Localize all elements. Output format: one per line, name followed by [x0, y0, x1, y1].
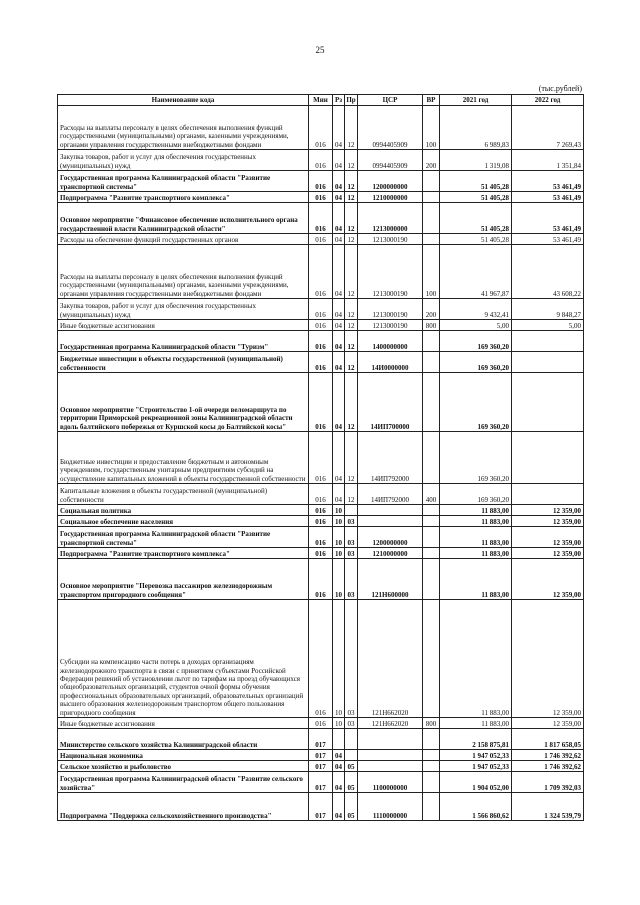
cell-csr: 121Н662020: [358, 600, 423, 718]
cell-name: Социальное обеспечение населения: [58, 516, 309, 527]
cell-rz: 10: [333, 600, 345, 718]
cell-vr: [423, 729, 440, 750]
table-row: [58, 150, 584, 171]
cell-2021: 9 432,41: [440, 299, 512, 320]
cell-2021: 1 566 860,62: [440, 793, 512, 821]
cell-2021: 11 883,00: [440, 505, 512, 516]
cell-name: Сельское хозяйство и рыболовство: [58, 761, 309, 772]
table-row: [58, 106, 584, 150]
cell-rz: 04: [333, 234, 345, 245]
table-row: [58, 505, 584, 516]
cell-csr: 0994405909: [358, 106, 423, 150]
cell-2022: 43 608,22: [512, 245, 584, 299]
cell-vr: [423, 750, 440, 761]
cell-pr: 12: [345, 299, 358, 320]
table-row: [58, 718, 584, 729]
cell-2021: 51 405,28: [440, 192, 512, 203]
cell-name: Иные бюджетные ассигнования: [58, 718, 309, 729]
cell-name: Расходы на обеспечение функций государственных органов: [58, 234, 309, 245]
table-row: [58, 245, 584, 299]
cell-2021: 51 405,28: [440, 171, 512, 192]
cell-min: 016: [309, 484, 333, 505]
cell-vr: 800: [423, 718, 440, 729]
cell-2021: 1 319,08: [440, 150, 512, 171]
page-number: 25: [315, 45, 325, 55]
cell-vr: [423, 516, 440, 527]
cell-vr: [423, 331, 440, 352]
table-row: [58, 299, 584, 320]
cell-name: Бюджетные инвестиции и предоставление бюджетным и автономным учреждениям, государственным унитарным предприятиям субсидий на осуществление капитальных вложений в объекты государственной собственности: [58, 432, 309, 484]
cell-vr: [423, 234, 440, 245]
table-row: [58, 331, 584, 352]
cell-pr: [345, 729, 358, 750]
budget-table: [57, 94, 584, 821]
cell-csr: 1400000000: [358, 331, 423, 352]
table-row: [58, 750, 584, 761]
cell-rz: 04: [333, 150, 345, 171]
cell-vr: [423, 192, 440, 203]
cell-2021: 6 989,83: [440, 106, 512, 150]
cell-name: Государственная программа Калининградской области "Развитие транспортной системы": [58, 171, 309, 192]
cell-name: Иные бюджетные ассигнования: [58, 320, 309, 331]
cell-2022: 12 359,00: [512, 718, 584, 729]
cell-2022: 1 709 392,03: [512, 772, 584, 793]
cell-min: 016: [309, 171, 333, 192]
cell-min: 016: [309, 516, 333, 527]
cell-pr: 12: [345, 484, 358, 505]
cell-name: Государственная программа Калининградской области "Развитие сельского хозяйства": [58, 772, 309, 793]
cell-vr: 400: [423, 484, 440, 505]
cell-vr: [423, 793, 440, 821]
cell-csr: 0994405909: [358, 150, 423, 171]
cell-2021: 11 883,00: [440, 548, 512, 559]
cell-min: 016: [309, 320, 333, 331]
cell-vr: [423, 171, 440, 192]
cell-vr: [423, 559, 440, 600]
cell-2022: 53 461,49: [512, 234, 584, 245]
cell-min: 016: [309, 352, 333, 373]
cell-rz: 10: [333, 516, 345, 527]
cell-2021: 11 883,00: [440, 600, 512, 718]
table-row: [58, 761, 584, 772]
table-row: [58, 548, 584, 559]
cell-pr: 12: [345, 245, 358, 299]
cell-csr: 14ИП792000: [358, 484, 423, 505]
cell-csr: 1213000190: [358, 299, 423, 320]
cell-min: 016: [309, 373, 333, 432]
table-row: [58, 171, 584, 192]
cell-rz: 04: [333, 793, 345, 821]
cell-2022: [512, 352, 584, 373]
cell-csr: [358, 505, 423, 516]
cell-2022: 12 359,00: [512, 548, 584, 559]
table-row: [58, 192, 584, 203]
header-min: Мин: [309, 95, 333, 106]
cell-min: 016: [309, 192, 333, 203]
header-2021: 2021 год: [440, 95, 512, 106]
cell-min: 016: [309, 234, 333, 245]
cell-2021: 169 360,20: [440, 373, 512, 432]
cell-csr: [358, 516, 423, 527]
cell-rz: 04: [333, 750, 345, 761]
cell-rz: 10: [333, 505, 345, 516]
cell-2021: 169 360,20: [440, 432, 512, 484]
header-csr: ЦСР: [358, 95, 423, 106]
cell-vr: [423, 432, 440, 484]
cell-rz: 04: [333, 484, 345, 505]
cell-name: Национальная экономика: [58, 750, 309, 761]
cell-2021: 11 883,00: [440, 516, 512, 527]
cell-csr: 1213000000: [358, 203, 423, 234]
cell-pr: 12: [345, 331, 358, 352]
cell-csr: [358, 761, 423, 772]
header-vr: ВР: [423, 95, 440, 106]
cell-2021: 11 883,00: [440, 559, 512, 600]
cell-vr: [423, 761, 440, 772]
cell-2022: [512, 373, 584, 432]
cell-2021: 11 883,00: [440, 527, 512, 548]
cell-pr: 12: [345, 373, 358, 432]
cell-vr: 200: [423, 150, 440, 171]
cell-2021: 1 947 052,33: [440, 761, 512, 772]
cell-vr: 200: [423, 299, 440, 320]
cell-2021: 51 405,28: [440, 203, 512, 234]
cell-pr: 03: [345, 718, 358, 729]
cell-2021: 5,00: [440, 320, 512, 331]
cell-pr: 03: [345, 548, 358, 559]
cell-rz: 04: [333, 320, 345, 331]
cell-2021: 11 883,00: [440, 718, 512, 729]
cell-name: Государственная программа Калининградской области "Туризм": [58, 331, 309, 352]
cell-csr: 14И0000000: [358, 352, 423, 373]
cell-name: Расходы на выплаты персоналу в целях обеспечения выполнения функций государственными (муниципальными) органами, казенными учреждениями, органами управления государственными внебюджетными фондами: [58, 245, 309, 299]
cell-csr: 1213000190: [358, 245, 423, 299]
cell-rz: 04: [333, 106, 345, 150]
table-row: [58, 516, 584, 527]
cell-2021: 1 947 052,33: [440, 750, 512, 761]
table-row: [58, 793, 584, 821]
cell-pr: 12: [345, 192, 358, 203]
cell-min: 016: [309, 559, 333, 600]
cell-pr: 12: [345, 234, 358, 245]
cell-vr: 100: [423, 245, 440, 299]
cell-name: Подпрограмма "Развитие транспортного комплекса": [58, 192, 309, 203]
cell-2022: 12 359,00: [512, 559, 584, 600]
cell-name: Подпрограмма "Развитие транспортного комплекса": [58, 548, 309, 559]
table-body: [58, 106, 584, 821]
cell-rz: 10: [333, 548, 345, 559]
cell-pr: 03: [345, 527, 358, 548]
cell-rz: 10: [333, 527, 345, 548]
cell-name: Закупка товаров, работ и услуг для обеспечения государственных (муниципальных) нужд: [58, 150, 309, 171]
cell-2021: 169 360,20: [440, 331, 512, 352]
cell-rz: 10: [333, 559, 345, 600]
header-rz: Рз: [333, 95, 345, 106]
cell-2022: 53 461,49: [512, 203, 584, 234]
table-row: [58, 484, 584, 505]
cell-min: 016: [309, 203, 333, 234]
cell-min: 016: [309, 505, 333, 516]
cell-rz: 04: [333, 432, 345, 484]
cell-name: Подпрограмма "Поддержка сельскохозяйственного производства": [58, 793, 309, 821]
cell-vr: [423, 600, 440, 718]
cell-csr: [358, 750, 423, 761]
cell-name: Расходы на выплаты персоналу в целях обеспечения выполнения функций государственными (муниципальными) органами, казенными учреждениями, органами управления государственными внебюджетными фондами: [58, 106, 309, 150]
cell-pr: 12: [345, 106, 358, 150]
cell-rz: [333, 729, 345, 750]
table-row: [58, 600, 584, 718]
cell-csr: 1200000000: [358, 527, 423, 548]
table-row: [58, 432, 584, 484]
cell-rz: 04: [333, 171, 345, 192]
cell-name: Закупка товаров, работ и услуг для обеспечения государственных (муниципальных) нужд: [58, 299, 309, 320]
cell-2021: 2 158 875,81: [440, 729, 512, 750]
cell-vr: 800: [423, 320, 440, 331]
cell-pr: 03: [345, 559, 358, 600]
cell-pr: 03: [345, 600, 358, 718]
cell-2022: [512, 432, 584, 484]
cell-min: 016: [309, 548, 333, 559]
table-header-row: [58, 95, 584, 106]
cell-min: 017: [309, 750, 333, 761]
cell-rz: 04: [333, 373, 345, 432]
cell-2022: 12 359,00: [512, 516, 584, 527]
cell-2022: 1 746 392,62: [512, 750, 584, 761]
cell-2022: [512, 484, 584, 505]
table-row: [58, 203, 584, 234]
table-row: [58, 527, 584, 548]
cell-2022: 1 746 392,62: [512, 761, 584, 772]
cell-csr: 121Н600000: [358, 559, 423, 600]
cell-min: 016: [309, 527, 333, 548]
cell-pr: 05: [345, 772, 358, 793]
cell-rz: 04: [333, 772, 345, 793]
cell-pr: [345, 750, 358, 761]
cell-vr: [423, 548, 440, 559]
cell-csr: 1210000000: [358, 192, 423, 203]
cell-2022: 12 359,00: [512, 527, 584, 548]
cell-pr: 12: [345, 150, 358, 171]
cell-rz: 04: [333, 245, 345, 299]
table-row: [58, 729, 584, 750]
cell-name: Основное мероприятие "Перевозка пассажиров железнодорожным транспортом пригородного сообщения": [58, 559, 309, 600]
cell-min: 016: [309, 432, 333, 484]
cell-vr: [423, 772, 440, 793]
cell-name: Субсидии на компенсацию части потерь в доходах организациям железнодорожного транспорта в связи с принятием субъектами Российской Федерации решений об установлении льгот по тарифам на проезд обучающихся общеобразовательных организаций, студентов очной формы обучения профессиональных образовательных организаций, образовательных организаций высшего образования железнодорожным транспортом общего пользования пригородного сообщения: [58, 600, 309, 718]
cell-name: Бюджетные инвестиции в объекты государственной (муниципальной) собственности: [58, 352, 309, 373]
table-row: [58, 772, 584, 793]
cell-rz: 04: [333, 352, 345, 373]
cell-pr: 03: [345, 516, 358, 527]
table-row: [58, 559, 584, 600]
cell-rz: 04: [333, 299, 345, 320]
cell-2021: 41 967,87: [440, 245, 512, 299]
cell-vr: [423, 527, 440, 548]
table-row: [58, 373, 584, 432]
cell-2021: 51 405,28: [440, 234, 512, 245]
cell-csr: 14ИП700000: [358, 373, 423, 432]
cell-2022: 1 324 539,79: [512, 793, 584, 821]
cell-vr: [423, 352, 440, 373]
cell-vr: [423, 505, 440, 516]
cell-2021: 1 904 052,00: [440, 772, 512, 793]
cell-name: Социальная политика: [58, 505, 309, 516]
cell-csr: 1100000000: [358, 772, 423, 793]
cell-csr: 14ИП792000: [358, 432, 423, 484]
cell-rz: 04: [333, 203, 345, 234]
units-label: (тыс.рублей): [538, 84, 582, 93]
cell-name: Государственная программа Калининградской области "Развитие транспортной системы": [58, 527, 309, 548]
cell-pr: 05: [345, 793, 358, 821]
header-2022: 2022 год: [512, 95, 584, 106]
cell-vr: 100: [423, 106, 440, 150]
cell-name: Министерство сельского хозяйства Калининградской области: [58, 729, 309, 750]
cell-name: Основное мероприятие "Строительство 1-ой очереди веломаршрута по территории Приморской рекреационной зоны Калининградской области вдоль балтийского побережья от Куршской косы до Балтийской косы": [58, 373, 309, 432]
cell-pr: [345, 505, 358, 516]
cell-min: 016: [309, 245, 333, 299]
cell-csr: 1213000190: [358, 320, 423, 331]
header-pr: Пр: [346, 95, 356, 104]
cell-min: 016: [309, 106, 333, 150]
cell-rz: 10: [333, 718, 345, 729]
cell-pr: 12: [345, 203, 358, 234]
cell-pr: 12: [345, 432, 358, 484]
cell-pr: 05: [345, 761, 358, 772]
cell-2021: 169 360,20: [440, 352, 512, 373]
cell-2022: 9 848,27: [512, 299, 584, 320]
cell-2022: 5,00: [512, 320, 584, 331]
cell-min: 016: [309, 331, 333, 352]
cell-vr: [423, 373, 440, 432]
cell-2022: 1 351,84: [512, 150, 584, 171]
cell-pr: 12: [345, 352, 358, 373]
cell-2022: [512, 331, 584, 352]
cell-pr: 12: [345, 171, 358, 192]
cell-name: Основное мероприятие "Финансовое обеспечение исполнительного органа государственной власти Калининградской области": [58, 203, 309, 234]
cell-2022: 1 817 658,05: [512, 729, 584, 750]
cell-min: 017: [309, 772, 333, 793]
cell-rz: 04: [333, 192, 345, 203]
table-row: [58, 320, 584, 331]
cell-2022: 12 359,00: [512, 600, 584, 718]
cell-min: 016: [309, 600, 333, 718]
cell-vr: [423, 203, 440, 234]
cell-csr: 1200000000: [358, 171, 423, 192]
cell-min: 017: [309, 729, 333, 750]
cell-csr: 1110000000: [358, 793, 423, 821]
cell-2022: 7 269,43: [512, 106, 584, 150]
cell-min: 017: [309, 761, 333, 772]
cell-csr: [358, 729, 423, 750]
cell-rz: 04: [333, 761, 345, 772]
table-row: [58, 234, 584, 245]
table-row: [58, 352, 584, 373]
cell-min: 016: [309, 299, 333, 320]
cell-csr: 121Н662020: [358, 718, 423, 729]
cell-min: 016: [309, 150, 333, 171]
cell-min: 017: [309, 793, 333, 821]
cell-min: 016: [309, 718, 333, 729]
cell-csr: 1213000190: [358, 234, 423, 245]
cell-pr: 12: [345, 320, 358, 331]
cell-2022: 53 461,49: [512, 171, 584, 192]
cell-2022: 53 461,49: [512, 192, 584, 203]
cell-2022: 12 359,00: [512, 505, 584, 516]
cell-csr: 1210000000: [358, 548, 423, 559]
cell-2021: 169 360,20: [440, 484, 512, 505]
header-name: Наименование кода: [58, 95, 309, 106]
cell-name: Капитальные вложения в объекты государственной (муниципальной) собственности: [58, 484, 309, 505]
cell-rz: 04: [333, 331, 345, 352]
